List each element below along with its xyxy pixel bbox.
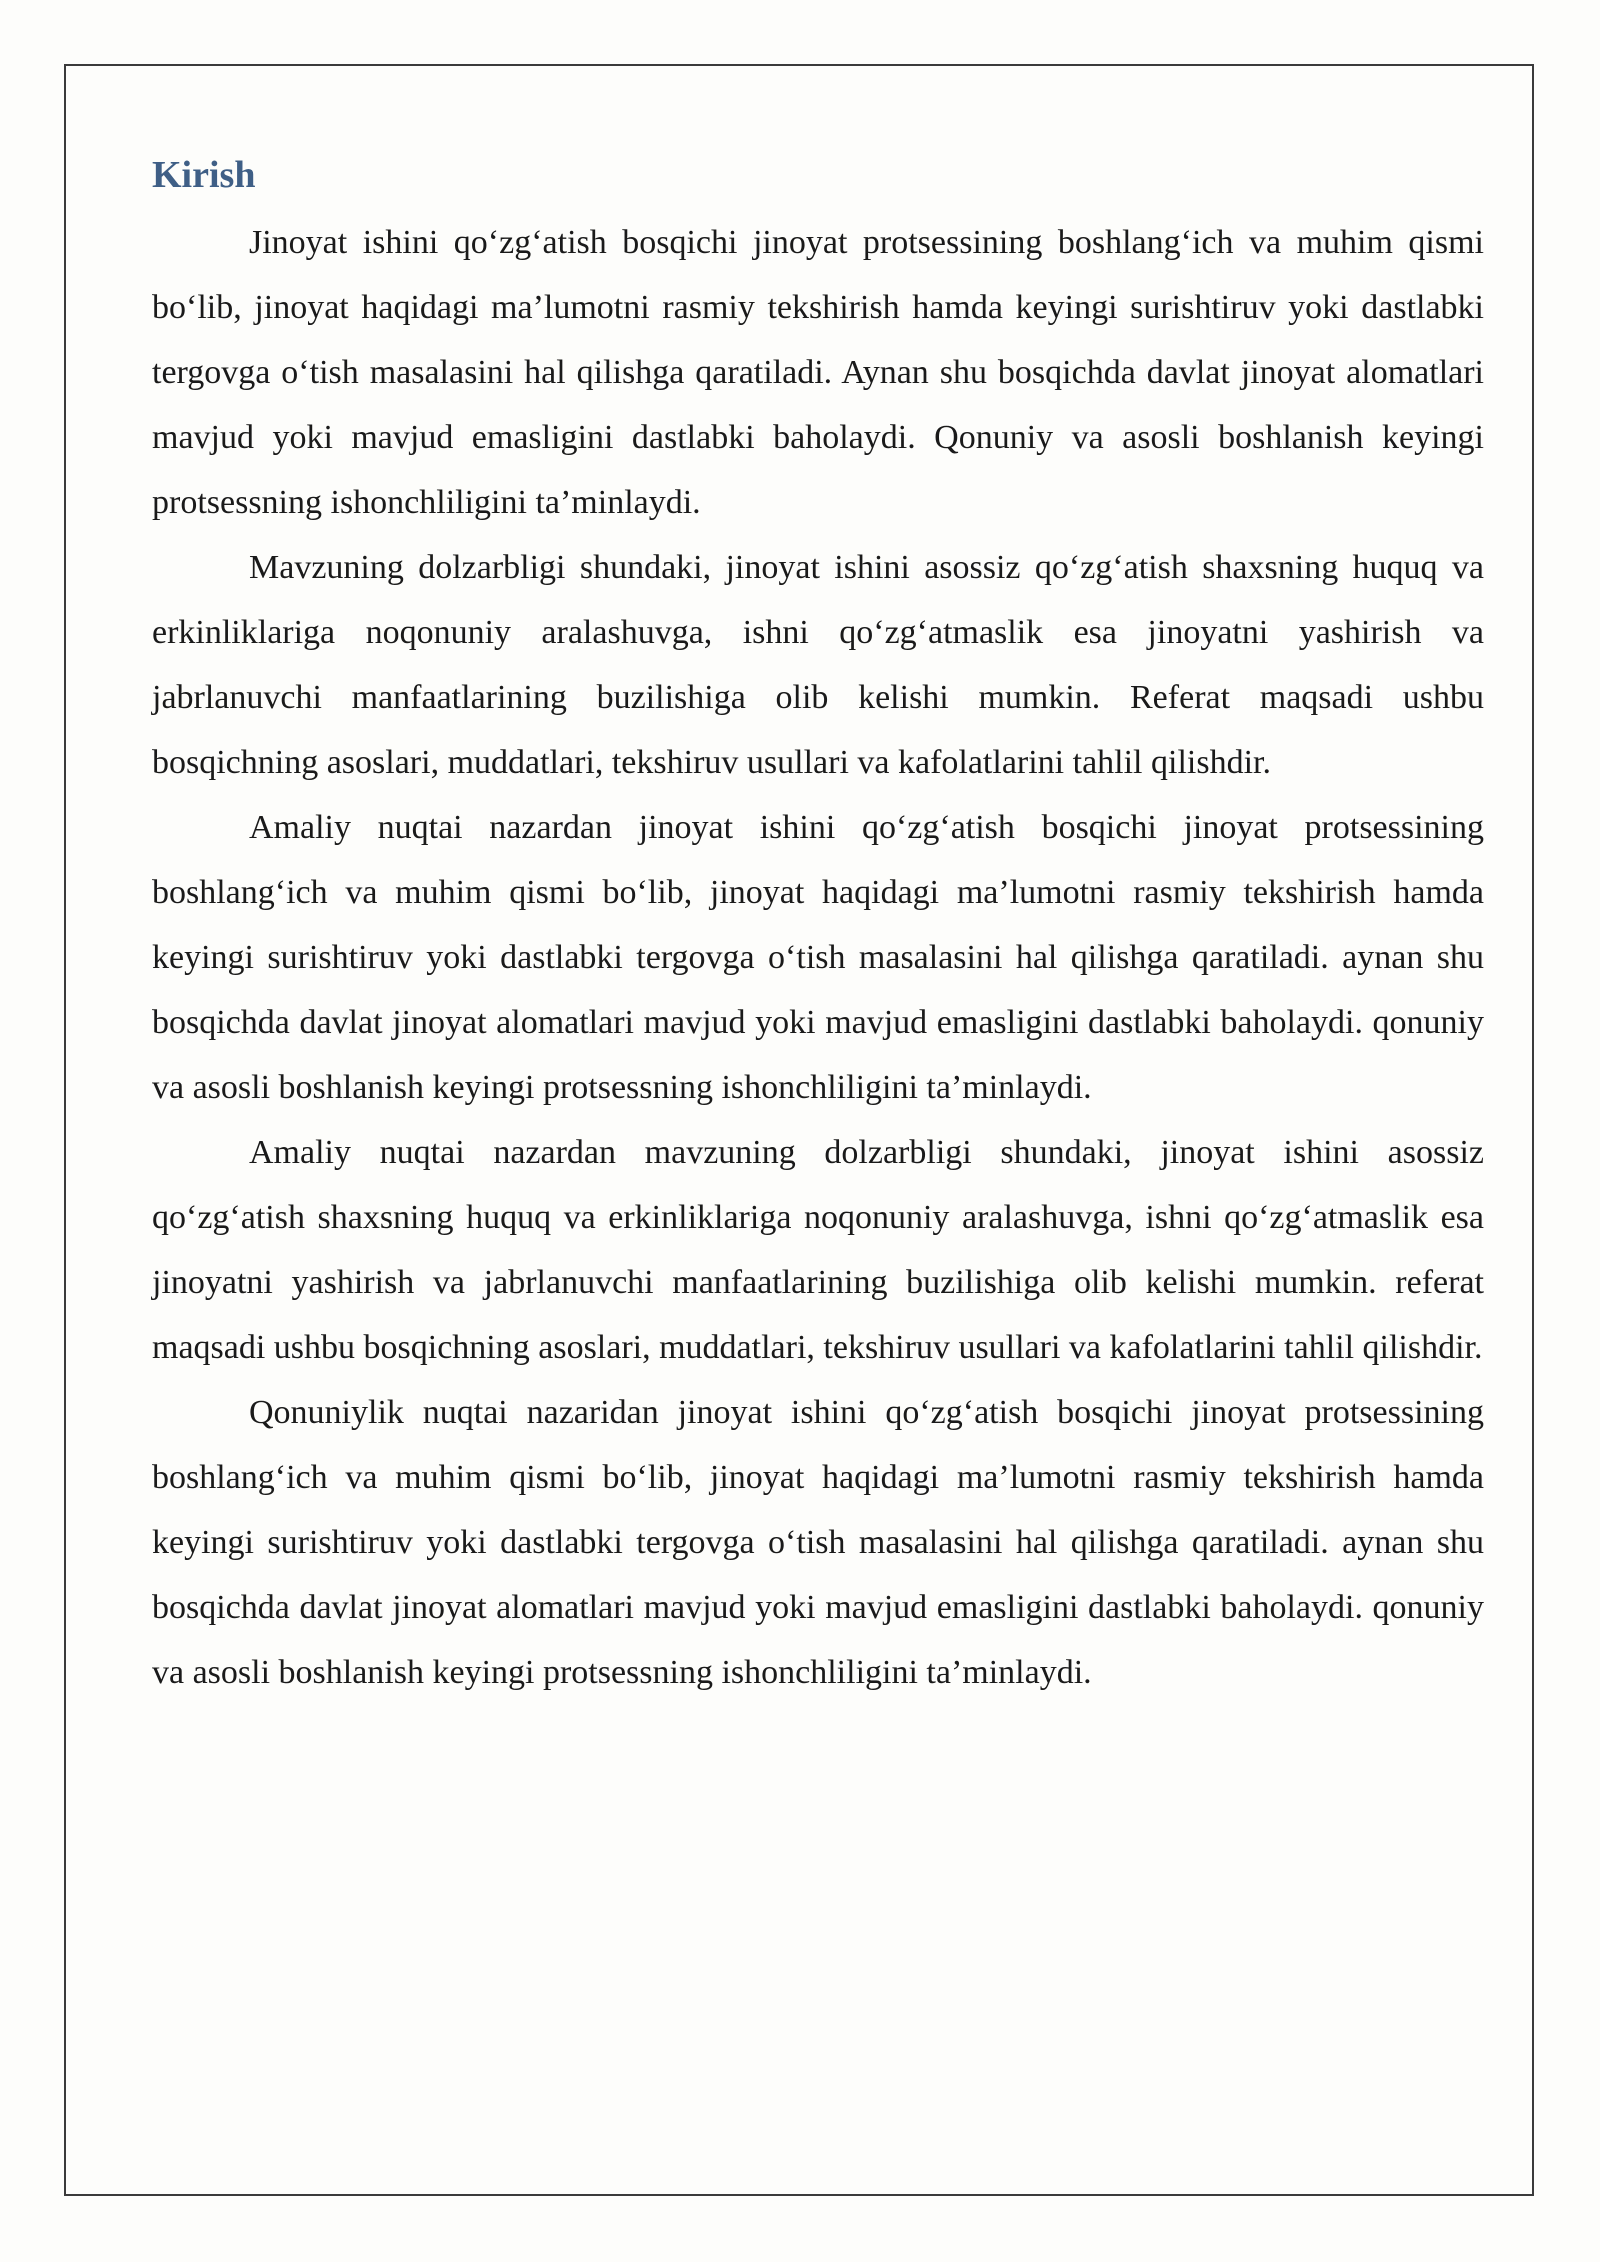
section-heading: Kirish <box>152 154 256 196</box>
paragraph-5: Qonuniylik nuqtai nazaridan jinoyat ishini qo‘zg‘atish bosqichi jinoyat protsessining boshlang‘ich va muhim qismi bo‘lib, jinoyat haqidagi ma’lumotni rasmiy tekshirish hamda keyingi surishtiruv yoki dastlabki tergovga o‘tish masalasini hal qilishga qaratiladi. aynan shu bosqichda davlat jinoyat alomatlari mavjud yoki mavjud emasligini dastlabki baholaydi. qonuniy va asosli boshlanish keyingi protsessning ishonchliligini ta’minlaydi. <box>152 1394 1484 1691</box>
document-body <box>152 148 1484 1705</box>
paragraph-4: Amaliy nuqtai nazardan mavzuning dolzarbligi shundaki, jinoyat ishini asossiz qo‘zg‘atish shaxsning huquq va erkinliklariga noqonuniy aralashuvga, ishni qo‘zg‘atmaslik esa jinoyatni yashirish va jabrlanuvchi manfaatlarining buzilishiga olib kelishi mumkin. referat maqsadi ushbu bosqichning asoslari, muddatlari, tekshiruv usullari va kafolatlarini tahlil qilishdir. <box>152 1134 1484 1366</box>
paragraph-3: Amaliy nuqtai nazardan jinoyat ishini qo‘zg‘atish bosqichi jinoyat protsessining boshlang‘ich va muhim qismi bo‘lib, jinoyat haqidagi ma’lumotni rasmiy tekshirish hamda keyingi surishtiruv yoki dastlabki tergovga o‘tish masalasini hal qilishga qaratiladi. aynan shu bosqichda davlat jinoyat alomatlari mavjud yoki mavjud emasligini dastlabki baholaydi. qonuniy va asosli boshlanish keyingi protsessning ishonchliligini ta’minlaydi. <box>152 809 1484 1106</box>
paragraph-2: Mavzuning dolzarbligi shundaki, jinoyat ishini asossiz qo‘zg‘atish shaxsning huquq va erkinliklariga noqonuniy aralashuvga, ishni qo‘zg‘atmaslik esa jinoyatni yashirish va jabrlanuvchi manfaatlarining buzilishiga olib kelishi mumkin. Referat maqsadi ushbu bosqichning asoslari, muddatlari, tekshiruv usullari va kafolatlarini tahlil qilishdir. <box>152 549 1484 781</box>
paragraph-1: Jinoyat ishini qo‘zg‘atish bosqichi jinoyat protsessining boshlang‘ich va muhim qismi bo‘lib, jinoyat haqidagi ma’lumotni rasmiy tekshirish hamda keyingi surishtiruv yoki dastlabki tergovga o‘tish masalasini hal qilishga qaratiladi. Aynan shu bosqichda davlat jinoyat alomatlari mavjud yoki mavjud emasligini dastlabki baholaydi. Qonuniy va asosli boshlanish keyingi protsessning ishonchliligini ta’minlaydi. <box>152 224 1484 521</box>
